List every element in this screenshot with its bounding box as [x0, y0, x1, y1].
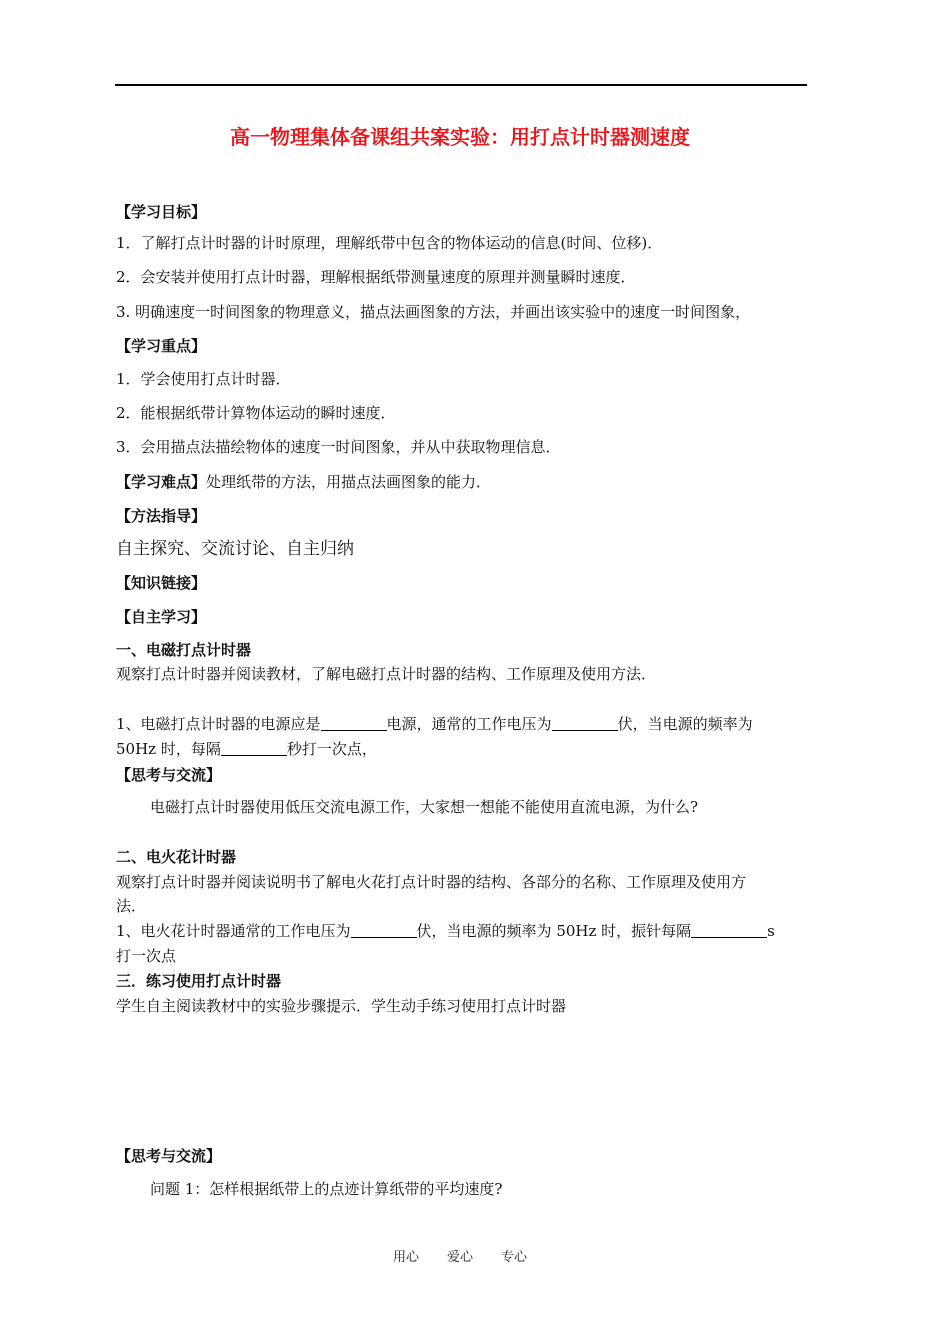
q1-text-a: 1、电磁打点计时器的电源应是	[116, 715, 321, 733]
footer-word-2: 爱心	[446, 1250, 473, 1265]
footer-word-3: 专心	[501, 1250, 528, 1265]
fill-blank-voltage[interactable]	[552, 716, 618, 731]
section1-question1-line2	[116, 739, 377, 759]
footer-word-1: 用心	[392, 1250, 419, 1265]
key-point-item-2: 2．能根据纸带计算物体运动的瞬时速度．	[116, 404, 396, 422]
q1-text-c: 伏，当电源的频率为	[617, 715, 753, 733]
section1-heading: 一、电磁打点计时器	[116, 641, 252, 659]
difficulty-heading: 【学习难点】	[116, 473, 207, 491]
section1-question1-line1	[116, 714, 753, 734]
page-title: 高一物理集体备课组共案实验：用打点计时器测速度	[230, 125, 690, 149]
knowledge-link-heading: 【知识链接】	[116, 574, 207, 592]
q1-text-e: 秒打一次点，	[286, 740, 377, 758]
think-heading-2: 【思考与交流】	[116, 1147, 222, 1165]
section2-intro-line1: 观察打点计时器并阅读说明书了解电火花打点计时器的结构、各部分的名称、工作原理及使用方	[116, 873, 747, 891]
goal-item-2: 2．会安装并使用打点计时器，理解根据纸带测量速度的原理并测量瞬时速度．	[116, 268, 636, 286]
q1-text-d: 50Hz 时，每隔	[116, 740, 221, 758]
header-rule	[115, 84, 807, 86]
think-heading-1: 【思考与交流】	[116, 766, 222, 784]
fill-blank-spark-interval[interactable]	[691, 923, 767, 938]
q2-text-a: 1、电火花计时器通常的工作电压为	[116, 922, 351, 940]
goal-item-1: 1．了解打点计时器的计时原理，理解纸带中包含的物体运动的信息(时间、位移)．	[116, 234, 663, 252]
fill-blank-spark-voltage[interactable]	[351, 923, 417, 938]
difficulty-line	[116, 472, 491, 492]
section3-text: 学生自主阅读教材中的实验步骤提示．学生动手练习使用打点计时器	[116, 997, 567, 1015]
method-heading: 【方法指导】	[116, 507, 207, 525]
key-point-item-3: 3．会用描点法描绘物体的速度一时间图象，并从中获取物理信息．	[116, 438, 561, 456]
section3-heading: 三．练习使用打点计时器	[116, 972, 282, 990]
think-question-1: 问题 1：怎样根据纸带上的点迹计算纸带的平均速度?	[150, 1180, 503, 1198]
section1-intro: 观察打点计时器并阅读教材，了解电磁打点计时器的结构、工作原理及使用方法．	[116, 665, 657, 683]
fill-blank-power-type[interactable]	[321, 716, 387, 731]
section2-heading: 二、电火花计时器	[116, 848, 237, 866]
q2-text-c: s	[767, 922, 775, 940]
q1-text-b: 电源，通常的工作电压为	[386, 715, 552, 733]
section2-question1-line2: 打一次点	[116, 947, 177, 965]
section2-question1-line1	[116, 921, 775, 941]
fill-blank-interval[interactable]	[221, 741, 287, 756]
goals-heading: 【学习目标】	[116, 203, 207, 221]
method-text: 自主探究、交流讨论、自主归纳	[116, 539, 354, 559]
self-study-heading: 【自主学习】	[116, 608, 207, 626]
think-text-1: 电磁打点计时器使用低压交流电源工作，大家想一想能不能使用直流电源，为什么?	[150, 798, 699, 816]
key-points-heading: 【学习重点】	[116, 337, 207, 355]
key-point-item-1: 1．学会使用打点计时器．	[116, 370, 291, 388]
q2-text-b: 伏，当电源的频率为 50Hz 时，振针每隔	[416, 922, 692, 940]
goal-item-3: 3. 明确速度一时间图象的物理意义，描点法画图象的方法，并画出该实验中的速度一时间图象，	[116, 303, 751, 321]
page-footer	[0, 1249, 920, 1267]
difficulty-text: 处理纸带的方法，用描点法画图象的能力．	[206, 473, 492, 491]
section2-intro-line2: 法．	[116, 897, 147, 915]
